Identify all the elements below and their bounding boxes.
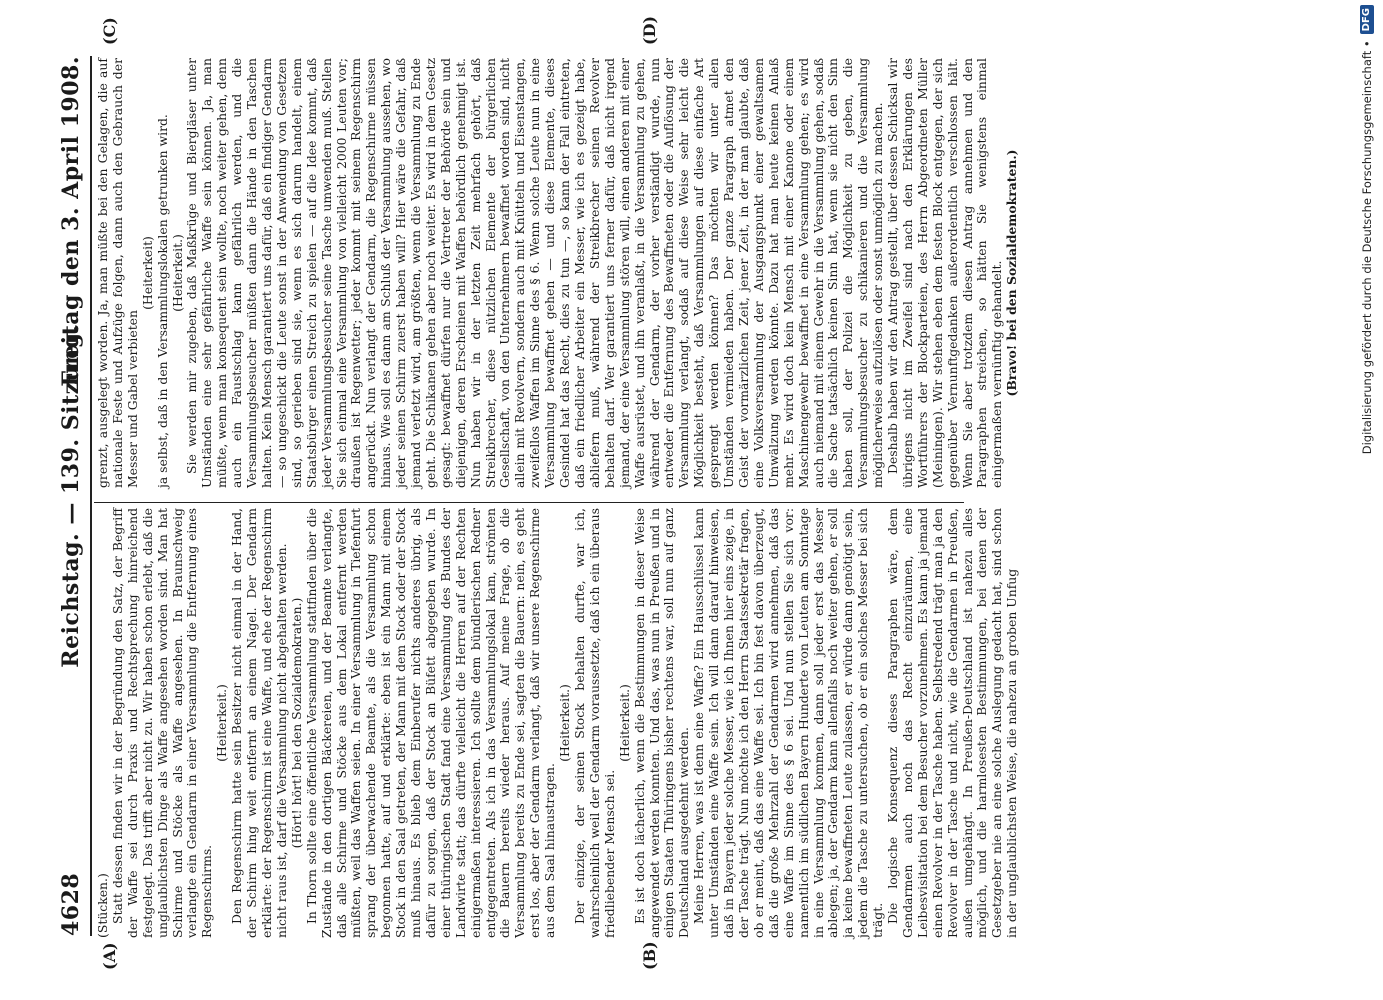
paragraph: Deshalb haben wir den Antrag gestellt, über dessen Schicksal wir übrigens nicht im Zweifel sind nach den Erklärungen des Wortführers der Blockparteien, des Herrn Abgeordneten Müller (Meiningen). Wir stehen eben dem festen Block entgegen, der sich gegenüber Vernunftgedanken außerordentlich verschlossen hält. Wenn Sie aber trotzdem diesen Antrag annehmen und den Paragraphen streichen, so hätten Sie wenigstens einmal einigermaßen vernünftig gehandelt. [885,58,1005,488]
interjection: (Heiterkeit.) [214,684,230,762]
paragraph: Es ist doch lächerlich, wenn die Bestimmungen in dieser Weise angewendet werden konnten. Und das, was nun in Preußen und in einigen Staaten Thüringens bisher rechtens war, soll nun auf ganz Deutschland ausgedehnt werden. [631,508,692,938]
margin-mark-b: (B) [640,941,659,970]
credit-text: Digitalisierung gefördert durch die Deutsche Forschungsgemeinschaft • [1360,40,1374,455]
column-divider [94,502,964,503]
paragraph: ja selbst, daß in den Versammlungslokalen getrunken wird. [154,114,170,488]
dfg-logo: DFG [1360,5,1374,34]
digitization-credit [1358,5,1376,1000]
interjection: (Heiterkeit.) [557,684,573,762]
paragraph: Sie werden mir zugeben, daß Maßkrüge und Biergläser unter Umständen eine sehr gefährliche Waffe sein können. Ja, man müßte, wenn man konsequent sein wollte, noch weiter gehen, denn auch ein Faustschlag kann gefährlich werden, und die Versammlungsbesucher müßten dann die Hände in den Taschen halten. Kein Mensch garantiert uns dafür, daß ein findiger Gendarm — so ungeschickt die Leute sonst in der Anwendung von Gesetzen sind, so gerieben sind sie, wenn es sich darum handelt, einem Staatsbürger einen Streich zu spielen — auf die Idee kommt, daß jeder Versammlungsbesucher seine Tasche umwenden muß. Stellen Sie sich einmal eine Versammlung von vielleicht 2000 Leuten vor; draußen ist Regenwetter; jeder kommt mit seinem Regenschirm angerückt. Nun verlangt der Gendarm, die Regenschirme müssen hinaus. Wie soll es dann am Schluß der Versammlung aussehen, wo jeder seinen Schirm zuerst haben will? Hier wäre die Gefahr, daß jemand verletzt wird, am größten, wenn die Versammlung zu Ende geht. Die Schikanen gehen aber noch weiter. Es wird in dem Gesetz gesagt: bewaffnet dürfen nur die Vertreter der Behörde sein und diejenigen, deren Erscheinen mit Waffen behördlich genehmigt ist. Nun haben wir in der letzten Zeit mehrfach gehört, daß Streikbrecher, diese nützlichen Elemente der bürgerlichen Gesellschaft, von den Unternehmern bewaffnet worden sind, nicht allein mit Revolvern, sondern auch mit Knütteln und Eisenstangen, zweifellos Waffen im Sinne des § 6. Wenn solche Leute nun in eine Versammlung bewaffnet gehen — und diese Elemente, dieses Gesindel hat das Recht, dies zu tun —, so kann der Fall eintreten, daß ein friedlicher Arbeiter ein Messer, wie ich es gezeigt habe, abliefern muß, während der Streikbrecher seinen Revolver behalten darf. Wer garantiert uns ferner dafür, daß nicht irgend jemand, der eine Versammlung stören will, einen anderen mit einer Waffe ausrüstet, und ihn veranlaßt, in die Versammlung zu gehen, während der Gendarm, der vorher verständigt wurde, nun entweder die Entfernung des Bewaffneten oder die Auflösung der Versammlung verlangt, sodaß auf diese Weise sehr leicht die Möglichkeit besteht, daß Versammlungen auf diese einfache Art gesprengt werden können? Das möchten wir unter allen Umständen vermieden haben. Der ganze Paragraph atmet den Geist der vormärzlichen Zeit, jener Zeit, in der man glaubte, daß eine Volksversammlung der Ausgangspunkt einer gewaltsamen Umwälzung werden könnte. Dazu hat man heute keinen Anlaß mehr. Es wird doch kein Mensch mit einer Kanone oder einem Maschinengewehr bewaffnet in eine Versammlung gehen; es wird auch niemand mit einem Gewehr in die Versammlung gehen, sodaß die Sache tatsächlich keinen Sinn hat, wenn sie nicht den Sinn haben soll, der Polizei die Möglichkeit zu geben, die Versammlungsbesucher zu schikanieren und die Versammlung möglicherweise aufzulösen oder sonst unmöglich zu machen. [184,58,886,488]
right-column [95,58,1020,488]
paragraph: In Thorn sollte eine öffentliche Versammlung stattfinden über die Zustände in den dortigen Bäckereien, und der Beamte verlangte, daß alle Schirme und Stöcke aus dem Lokal entfernt werden müßten, weil das Waffen seien. In einer Versammlung in Tiefenfurt sprang der überwachende Beamte, als die Versammlung schon begonnen hatte, auf und erklärte: eben ist ein Mann mit einem Stock in den Saal getreten, der Mann mit dem Stock oder der Stock muß hinaus. Es blieb dem Einberufer nichts anderes übrig, als dafür zu sorgen, daß der Stock an Büfett abgegeben wurde. In einer thüringischen Stadt fand eine Versammlung des Bundes der Landwirte statt; das dürfte vielleicht die Herren auf der Rechten einigermaßen interessieren. Ich sollte dem bündlerischen Redner entgegentreten. Als ich in das Versammlungslokal kam, strömten die Bauern bereits wieder heraus. Auf meine Frage, ob die Versammlung bereits zu Ende sei, sagten die Bauern: nein, es geht erst los, aber der Gendarm verlangt, daß wir unsere Regenschirme aus dem Saal hinaustragen. [303,508,558,938]
paragraph: Statt dessen finden wir in der Begründung den Satz, der Begriff der Waffe sei durch Praxis und Rechtsprechung hinreichend festgelegt. Das trifft aber nicht zu. Wir haben schon erlebt, daß die unglaublichsten Dinge als Waffe angesehen worden sind. Man hat Schirme und Stöcke als Waffe angesehen. In Braunschweig verlangte ein Gendarm in einer Versammlung die Entfernung eines Regenschirms. [109,508,215,938]
paragraph: grenzt, ausgelegt worden. Ja, man müßte bei den Gelagen, die auf nationale Feste und Aufzüge folgen, dann auch den Gebrauch der Messer und Gabel verbieten [95,58,140,488]
margin-mark-d: (D) [640,15,659,45]
margin-mark-a: (A) [100,942,119,970]
session-date: Freitag den 3. April 1908. [58,56,84,387]
left-column [95,508,1020,938]
paragraph: Die logische Konsequenz dieses Paragraphen wäre, dem Gendarmen auch noch das Recht einzuräumen, eine Leibesvisitation bei dem Besucher vorzunehmen. Es kann ja jemand einen Revolver in der Tasche haben. Selbstredend trägt man ja den Revolver in der Tasche und nicht, wie die Gendarmen in Preußen, außen umgehängt. In Preußen-Deutschland ist nahezu alles möglich, und die harmlosesten Bestimmungen, bei denen der Gesetzgeber nie an eine solche Auslegung gedacht hat, sind schon in der unglaublichsten Weise, die nahezu an groben Unfug [885,508,1020,938]
paragraph: Den Regenschirm hatte sein Besitzer nicht einmal in der Hand, der Schirm hing weit entfernt an einem Nagel. Der Gendarm erklärte: der Regenschirm ist eine Waffe, und ehe der Regenschirm nicht raus ist, darf die Versammlung nicht abgehalten werden. [229,508,289,938]
interjection: (Heiterkeit.) [169,234,185,312]
paragraph: Der einzige, der seinen Stock behalten durfte, war ich, wahrscheinlich weil der Gendarm voraussetzte, daß ich ein überaus friedliebender Mensch sei. [572,508,617,938]
interjection: (Heiterkeit) [139,236,155,310]
interjection: (Hört! hört! bei den Sozialdemokraten.) [288,597,304,849]
interjection: (Bravo! bei den Sozialdemokraten.) [1004,149,1020,397]
page-header [54,56,88,936]
interjection: (Heiterkeit.) [616,684,632,762]
paragraph: Meine Herren, was ist denn eine Waffe? Ein Hausschlüssel kann unter Umständen eine Waffe sein. Ich will dann darauf hinweisen, daß in Bayern jeder solche Messer, wie ich Ihnen hier eins zeige, in der Tasche trägt. Nun möchte ich den Herrn Staatssekretär fragen, ob er meint, daß das eine Waffe sei. Ich bin fest davon überzeugt, daß die große Mehrzahl der Gendarmen wird annehmen, daß das eine Waffe im Sinne des § 6 sei. Und nun stellen Sie sich vor: namentlich im südlichen Bayern Hunderte von Leuten am Sonntage in eine Versammlung kommen, dann soll jeder erst das Messer ablegen; ja, der Gendarm kann allenfalls noch weiter gehen, er soll ja keine bewaffneten Leute zulassen, er würde dann genötigt sein, jedem die Tasche zu untersuchen, ob er ein solches Messer bei sich trägt. [691,508,886,938]
session-title: Reichstag. — 139. Sitzung. [58,324,84,668]
page-number: 4628 [58,872,84,936]
header-rule [90,56,92,936]
speaker-note: (Stücken.) [95,873,110,938]
margin-mark-c: (C) [100,17,119,45]
